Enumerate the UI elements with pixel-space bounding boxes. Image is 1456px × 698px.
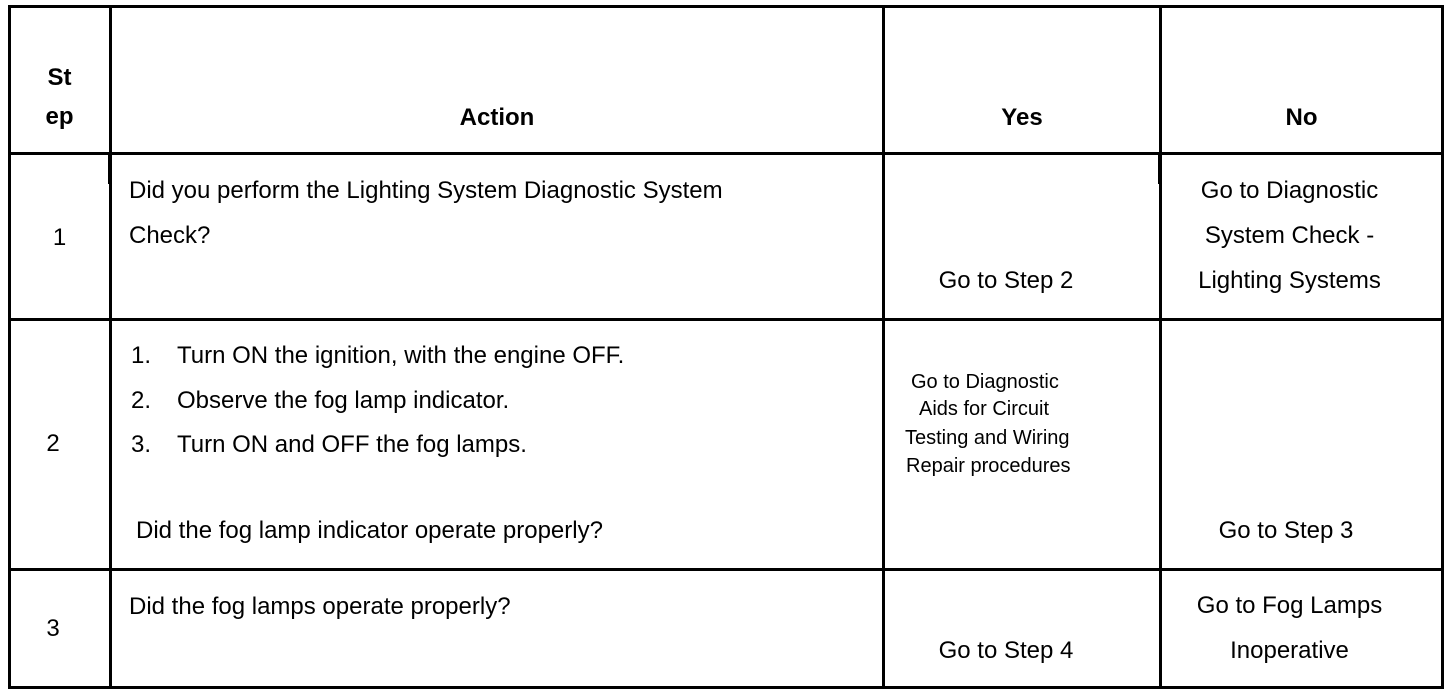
no-text: System Check - <box>1204 222 1375 249</box>
no-text: Go to Fog Lamps <box>1196 592 1383 619</box>
header-step-line: ep <box>45 102 74 130</box>
header-no: No <box>1285 104 1318 131</box>
step-number: 3 <box>46 615 60 642</box>
row-divider <box>8 568 1444 571</box>
yes-text: Repair procedures <box>906 455 1071 477</box>
no-text: Go to Diagnostic <box>1200 177 1379 204</box>
table-border-top <box>8 5 1444 8</box>
no-text: Lighting Systems <box>1198 267 1381 294</box>
yes-text: Aids for Circuit <box>919 398 1050 420</box>
step-number: 2 <box>46 430 60 457</box>
action-text: Check? <box>129 222 211 249</box>
no-text: Go to Step 3 <box>1218 517 1354 544</box>
yes-text: Go to Diagnostic <box>911 371 1059 393</box>
header-divider <box>8 152 1444 155</box>
header-step-line: St <box>47 64 72 91</box>
list-number: 2. <box>131 387 152 414</box>
list-number: 3. <box>131 431 152 458</box>
action-text: Did the fog lamps operate properly? <box>129 593 511 620</box>
question-text: Did the fog lamp indicator operate properly? <box>136 517 603 544</box>
header-yes: Yes <box>1001 104 1043 131</box>
no-text: Inoperative <box>1230 637 1349 664</box>
yes-text: Go to Step 2 <box>938 267 1074 294</box>
table-border-right <box>1441 5 1444 689</box>
yes-text: Testing and Wiring <box>905 427 1070 449</box>
header-action: Action <box>459 104 535 131</box>
yes-text: Go to Step 4 <box>938 637 1074 664</box>
list-item: Turn ON the ignition, with the engine OFF. <box>177 342 625 369</box>
header-step <box>10 64 109 132</box>
list-item: Turn ON and OFF the fog lamps. <box>177 431 527 458</box>
border-tick <box>108 152 112 184</box>
action-text: Did you perform the Lighting System Diagnostic System <box>129 177 723 204</box>
step-number: 1 <box>52 224 67 251</box>
table-border-bottom <box>8 686 1444 689</box>
list-number: 1. <box>131 342 152 369</box>
list-item: Observe the fog lamp indicator. <box>177 387 510 414</box>
row-divider <box>8 318 1444 321</box>
